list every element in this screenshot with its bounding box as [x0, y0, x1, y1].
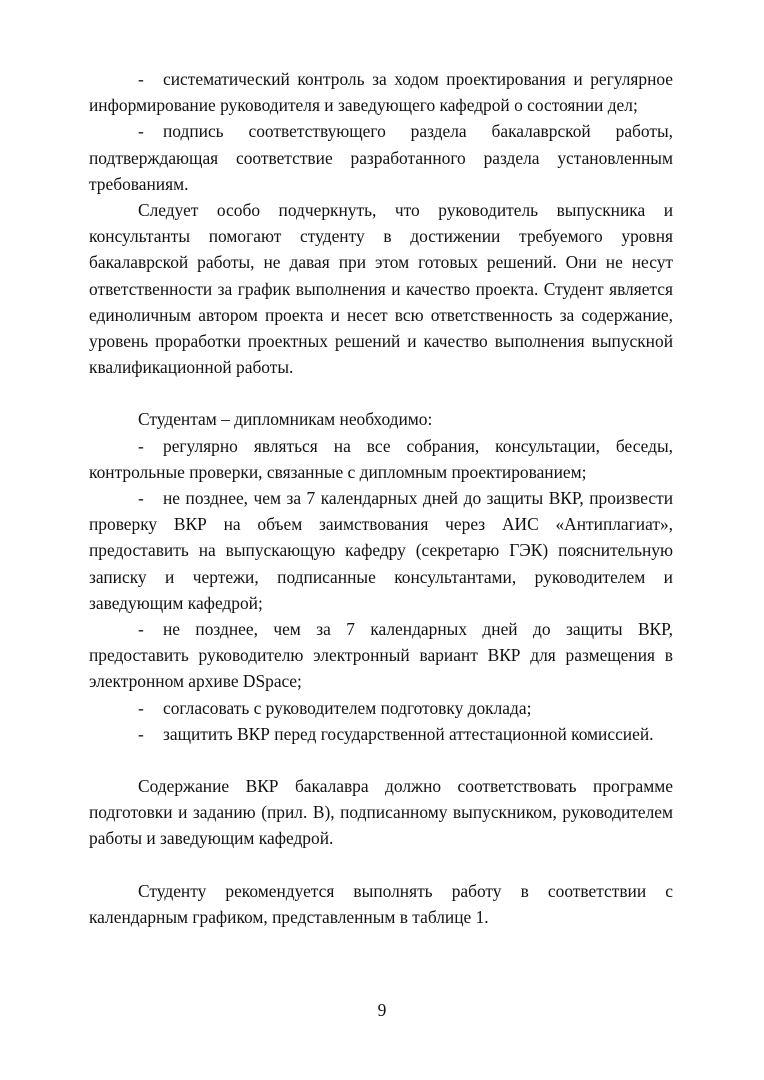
paragraph-supervisor-role: Следует особо подчеркнуть, что руководитель выпускника и консультанты помогают студенту в достижении требуемого уровня бакалаврской работы, не давая при этом готовых решений. Они не несут ответственности за график выполнения и качество проекта. Студент является единоличным автором проекта и несет всю ответственность за содержание, уровень проработки проектных решений и качество выполнения выпускной квалификационной работы.: [89, 200, 673, 378]
bullet-item: [89, 616, 673, 695]
spacer: [89, 380, 673, 406]
bullet-marker: -: [138, 488, 144, 509]
bullet-text: подпись соответствующего раздела бакалаврской работы, подтверждающая соответствие разработанного раздела установленным требованиям.: [89, 121, 673, 194]
bullet-marker: -: [138, 619, 144, 640]
bullet-text: согласовать с руководителем подготовку доклада;: [163, 697, 532, 718]
bullet-text: не позднее, чем за 7 календарных дней до защиты ВКР, предоставить руководителю электронный вариант ВКР для размещения в электронном архиве DSpace;: [89, 619, 673, 692]
bullet-item: [89, 66, 673, 118]
page-number: 9: [377, 1000, 387, 1020]
bullet-text: не позднее, чем за 7 календарных дней до защиты ВКР, произвести проверку ВКР на объем заимствования через АИС «Антиплагиат», предоставить на выпускающую кафедру (секретарю ГЭК) пояснительную записку и чертежи, подписанные консультантами, руководителем и заведующим кафедрой;: [89, 488, 673, 613]
paragraph-students-must: Студентам – дипломникам необходимо:: [138, 409, 433, 430]
bullet-marker: -: [138, 69, 144, 89]
paragraph-thesis-content: Содержание ВКР бакалавра должно соответствовать программе подготовки и заданию (прил. В), подписанному выпускником, руководителем работы и заведующим кафедрой.: [89, 776, 673, 849]
bullet-marker: -: [138, 697, 144, 718]
bullet-item: [89, 721, 673, 747]
bullet-marker: -: [138, 435, 144, 456]
bullet-item: [89, 433, 673, 485]
bullet-text: защитить ВКР перед государственной аттестационной комиссией.: [163, 723, 654, 744]
bullet-marker: -: [138, 121, 144, 142]
bullet-text: регулярно являться на все собрания, консультации, беседы, контрольные проверки, связанные с дипломным проектированием;: [89, 435, 673, 482]
bullet-item: [89, 485, 673, 616]
bullet-item: [89, 695, 673, 721]
spacer: [89, 747, 673, 773]
bullet-text: систематический контроль за ходом проектирования и регулярное информирование руководителя и заведующего кафедрой о состоянии дел;: [89, 69, 673, 116]
bullet-marker: -: [138, 723, 144, 744]
document-page: [89, 66, 673, 930]
paragraph-schedule: Студенту рекомендуется выполнять работу в соответствии с календарным графиком, представленным в таблице 1.: [89, 880, 673, 927]
bullet-item: [89, 118, 673, 197]
spacer: [89, 852, 673, 878]
